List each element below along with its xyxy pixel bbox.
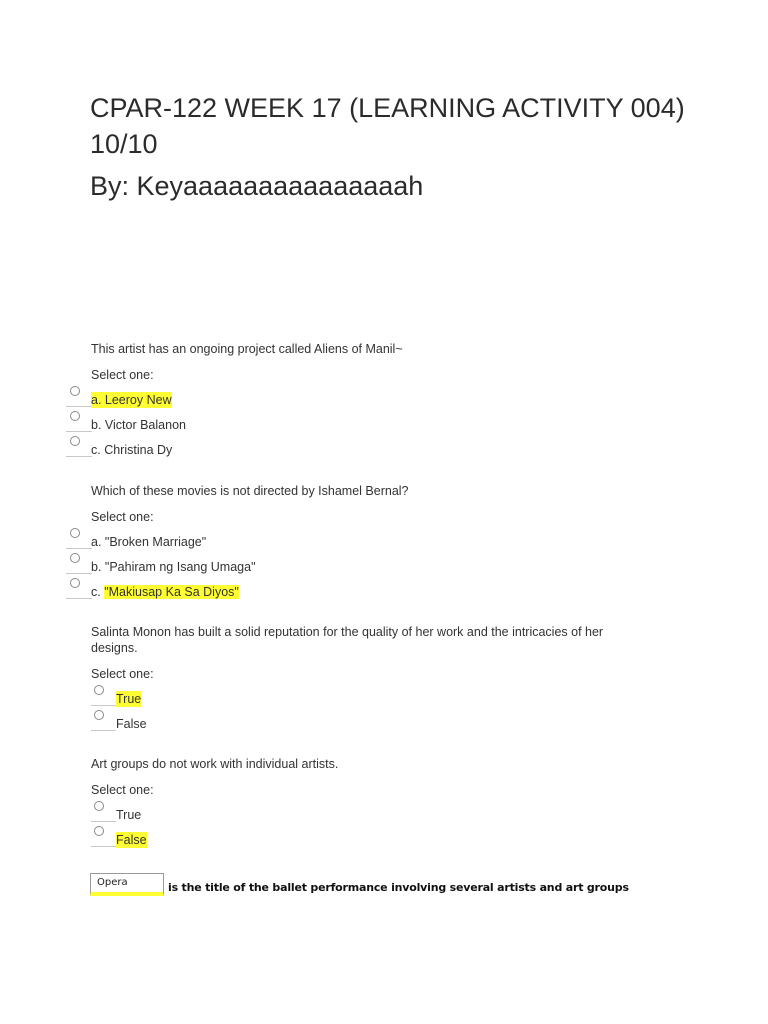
- option-b[interactable]: [91, 417, 651, 442]
- option-label: a. "Broken Marriage": [91, 535, 207, 549]
- select-one-label: Select one:: [91, 667, 154, 681]
- option-b[interactable]: [91, 559, 651, 584]
- option-c[interactable]: [91, 442, 651, 467]
- radio-button[interactable]: [70, 528, 80, 538]
- divider: [66, 573, 92, 574]
- option-label: c. Christina Dy: [91, 443, 173, 457]
- option-false[interactable]: [91, 716, 651, 741]
- question-1: [91, 341, 651, 467]
- divider: [66, 406, 92, 407]
- option-label: True: [116, 808, 142, 822]
- radio-button[interactable]: [94, 710, 104, 720]
- option-letter: c.: [91, 585, 105, 599]
- question-3: [91, 624, 651, 741]
- question-stem: Art groups do not work with individual artists.: [91, 757, 339, 771]
- radio-button[interactable]: [70, 386, 80, 396]
- option-label: a. Leeroy New: [91, 393, 172, 407]
- option-false[interactable]: [91, 832, 651, 857]
- option-true[interactable]: [91, 691, 651, 716]
- radio-button[interactable]: [70, 578, 80, 588]
- option-text: "Makiusap Ka Sa Diyos": [104, 585, 239, 599]
- fill-in-question: [90, 873, 629, 896]
- divider: [91, 821, 116, 822]
- radio-button[interactable]: [70, 436, 80, 446]
- radio-button[interactable]: [94, 826, 104, 836]
- option-label: False: [116, 717, 147, 731]
- radio-button[interactable]: [70, 553, 80, 563]
- radio-button[interactable]: [70, 411, 80, 421]
- page-title: CPAR-122 WEEK 17 (LEARNING ACTIVITY 004) 10/10: [90, 93, 685, 159]
- fill-in-text: is the title of the ballet performance involving several artists and art groups: [168, 881, 629, 894]
- option-c[interactable]: [91, 584, 651, 609]
- option-label: False: [116, 833, 147, 847]
- divider: [66, 456, 92, 457]
- answer-input[interactable]: Opera: [90, 873, 164, 896]
- author-line: By: Keyaaaaaaaaaaaaaaah: [90, 171, 424, 201]
- divider: [66, 598, 92, 599]
- option-label: b. Victor Balanon: [91, 418, 186, 432]
- divider: [91, 705, 116, 706]
- option-a[interactable]: [91, 392, 651, 417]
- option-true[interactable]: [91, 807, 651, 832]
- radio-button[interactable]: [94, 801, 104, 811]
- question-4: [91, 756, 651, 857]
- divider: [66, 431, 92, 432]
- option-a[interactable]: [91, 534, 651, 559]
- question-stem: Which of these movies is not directed by Ishamel Bernal?: [91, 484, 409, 498]
- divider: [66, 548, 92, 549]
- select-one-label: Select one:: [91, 783, 154, 797]
- radio-button[interactable]: [94, 685, 104, 695]
- option-label: True: [116, 692, 142, 706]
- option-label: b. "Pahiram ng Isang Umaga": [91, 560, 256, 574]
- question-stem: This artist has an ongoing project called Aliens of Manil~: [91, 342, 403, 356]
- option-label: [91, 584, 239, 600]
- select-one-label: Select one:: [91, 368, 154, 382]
- divider: [91, 730, 116, 731]
- question-2: [91, 483, 651, 609]
- question-stem: Salinta Monon has built a solid reputation for the quality of her work and the intricacies of her designs.: [91, 625, 604, 655]
- select-one-label: Select one:: [91, 510, 154, 524]
- divider: [91, 846, 116, 847]
